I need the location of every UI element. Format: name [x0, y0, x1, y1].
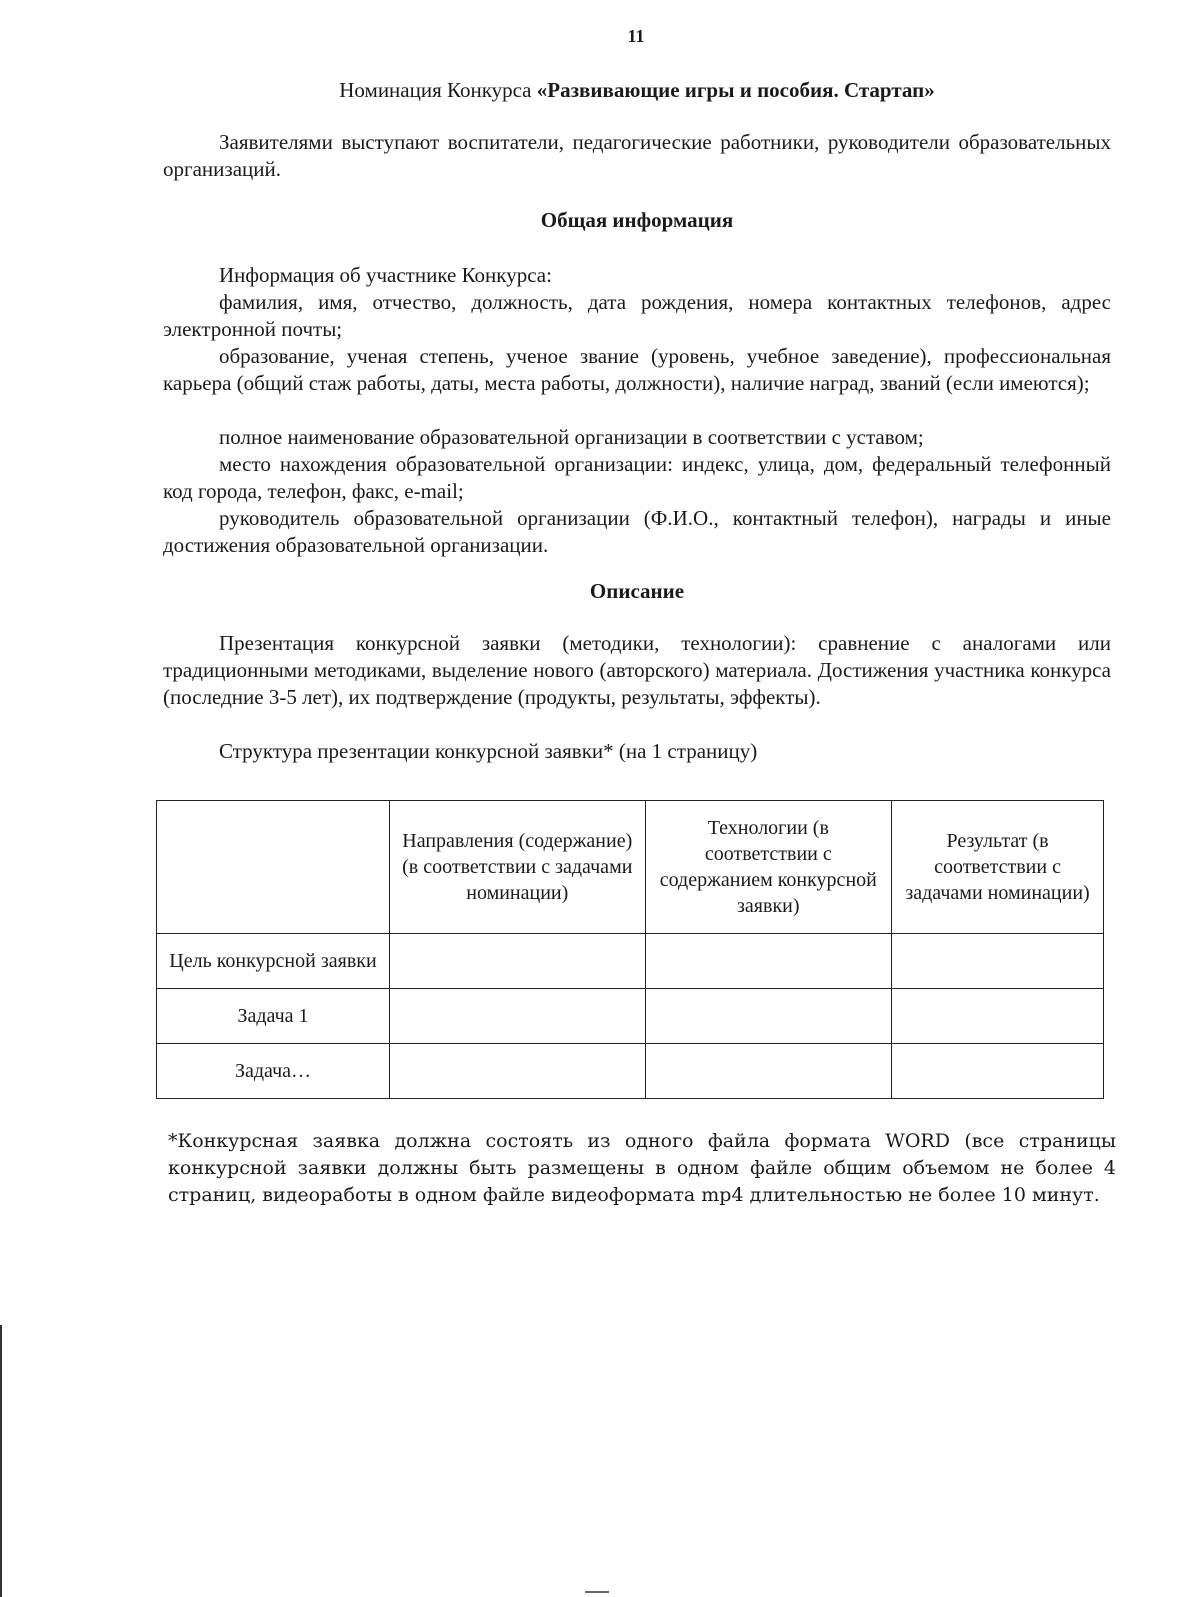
info-item-personal: фамилия, имя, отчество, должность, дата рождения, номера контактных телефонов, адрес электронной почты;: [163, 290, 1111, 341]
table-cell: [645, 1044, 892, 1099]
table-cell: [892, 1044, 1104, 1099]
table-header-technologies: Технологии (в соответствии с содержанием конкурсной заявки): [645, 801, 892, 934]
table-cell: [645, 934, 892, 989]
applicants-paragraph: Заявителями выступают воспитатели, педагогические работники, руководители образовательных организаций.: [163, 130, 1111, 181]
row-label-goal: Цель конкурсной заявки: [157, 934, 390, 989]
table-header-row: [157, 801, 1104, 934]
structure-caption: Структура презентации конкурсной заявки* (на 1 страницу): [219, 739, 758, 763]
info-item-org-name: полное наименование образовательной организации в соответствии с уставом;: [219, 425, 924, 449]
info-item-education: образование, ученая степень, ученое звание (уровень, учебное заведение), профессиональная карьера (общий стаж работы, даты, места работы, должности), наличие наград, званий (если имеются);: [163, 344, 1111, 395]
nomination-prefix: Номинация Конкурса: [339, 78, 537, 102]
table-cell: [645, 989, 892, 1044]
info-item-org-head: руководитель образовательной организации (Ф.И.О., контактный телефон), награды и иные достижения образовательной организации.: [163, 506, 1111, 557]
participant-info-intro: Информация об участнике Конкурса:: [219, 263, 552, 287]
table-row: [157, 1044, 1104, 1099]
info-item-org-location: место нахождения образовательной организации: индекс, улица, дом, федеральный телефонный код города, телефон, факс, e-mail;: [163, 452, 1111, 503]
table-header-empty: [157, 801, 390, 934]
scan-margin-line: [0, 1325, 2, 1597]
row-label-task-1: Задача 1: [157, 989, 390, 1044]
table-row: [157, 934, 1104, 989]
description-paragraph: Презентация конкурсной заявки (методики, технологии): сравнение с аналогами или традиционными методиками, выделение нового (авторского) материала. Достижения участника конкурса (последние 3-5 лет), их подтверждение (продукты, результаты, эффекты).: [163, 631, 1111, 709]
table-header-result: Результат (в соответствии с задачами номинации): [892, 801, 1104, 934]
table-cell: [892, 934, 1104, 989]
footnote: *Конкурсная заявка должна состоять из одного файла формата WORD (все страницы конкурсной заявки должны быть размещены в одном файле общим объемом не более 4 страниц, видеоработы в одном файле видеоформата mp4 длительностью не более 10 минут.: [168, 1130, 1116, 1206]
nomination-name: «Развивающие игры и пособия. Стартап»: [536, 78, 935, 102]
table-cell: [390, 989, 646, 1044]
general-info-heading: Общая информация: [540, 208, 734, 232]
page-number: 11: [627, 26, 645, 46]
table-cell: [390, 1044, 646, 1099]
table-cell: [390, 934, 646, 989]
row-label-task-n: Задача…: [157, 1044, 390, 1099]
presentation-structure-table: [156, 800, 1104, 1099]
nomination-title: [163, 78, 1111, 103]
scan-bottom-mark: [585, 1591, 609, 1593]
description-heading: Описание: [589, 579, 685, 603]
table-row: [157, 989, 1104, 1044]
table-header-directions: Направления (содержание) (в соответствии с задачами номинации): [390, 801, 646, 934]
table-cell: [892, 989, 1104, 1044]
